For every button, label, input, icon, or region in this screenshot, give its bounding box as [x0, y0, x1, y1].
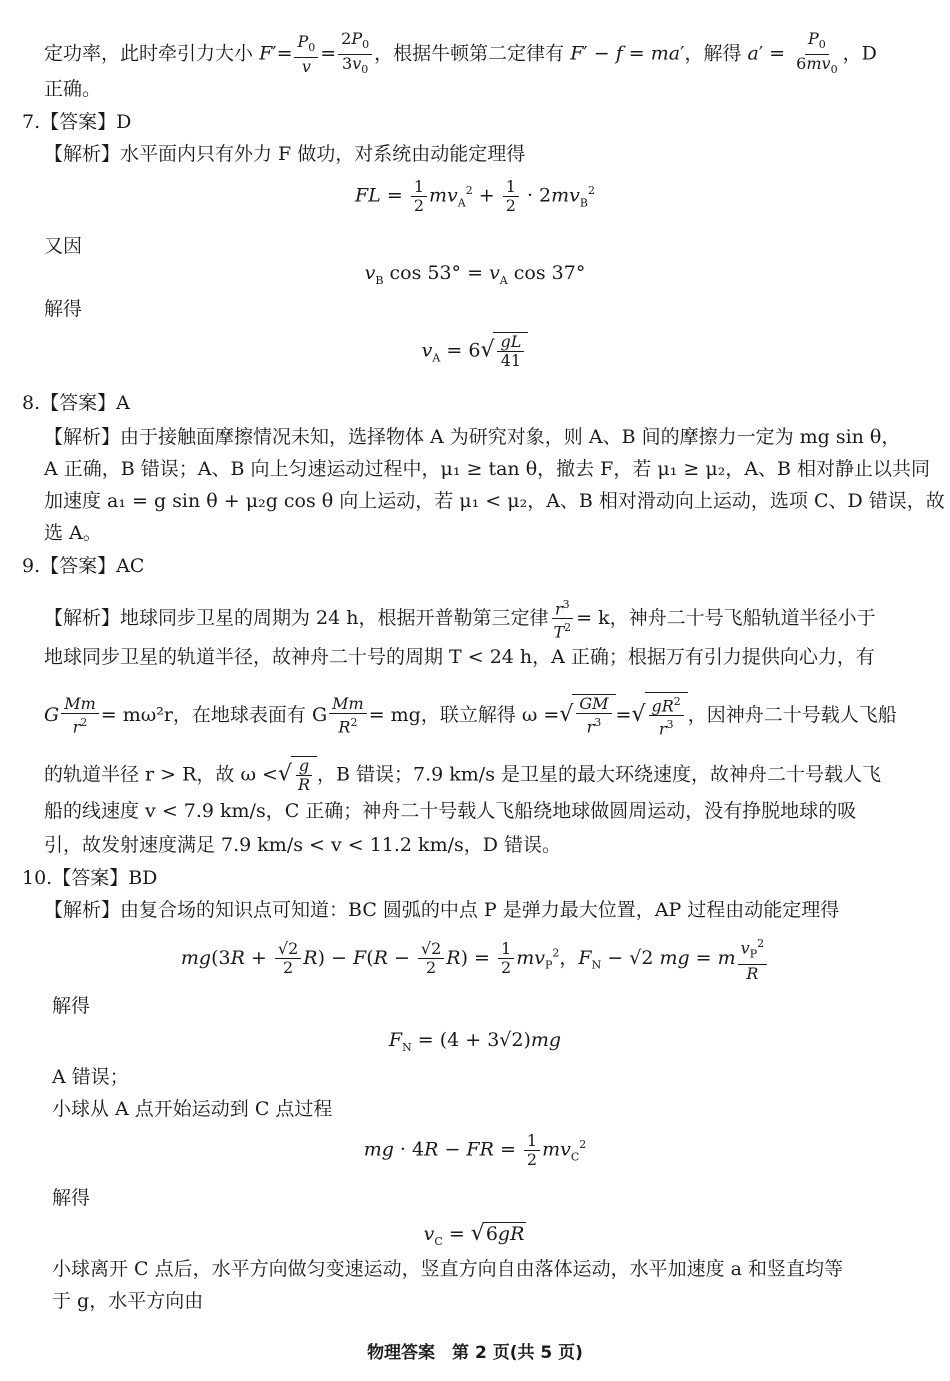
text-segment: ，因神舟二十号载人飞船: [687, 703, 897, 726]
formula-fraction: $\frac{P_0}{v}$: [294, 33, 318, 76]
text-line: 又因: [44, 235, 83, 257]
equation: $v_A = 6√$ $\frac{gL}{41}$: [0, 332, 950, 370]
equation: $F_N = (4 + 3√2)mg$: [388, 1029, 562, 1054]
analysis-line: 船的线速度 v < 7.9 km/s，C 正确；神舟二十号载人飞船绕地球做圆周运动，没有挣脱地球的吸: [44, 800, 857, 822]
equation: FL = $\frac{1}{2}$ $mv_A^2$ + $\frac{1}{2}$ · $2mv_B^2$: [355, 177, 595, 215]
text-segment: ，解得: [684, 42, 742, 65]
equation: $v_B$ $\cos 53^\circ = v_A$ cos 37°: [364, 262, 586, 287]
page-footer: 物理答案 第 2 页(共 5 页): [367, 1343, 583, 1363]
equation: mg · 4R − FR = $\frac{1}{2}$ $mv_C^2$: [363, 1131, 587, 1169]
equation: mg(3R + $\frac{√2}{2}$ R) − F(R − $\frac{√2}{2}$ R) = $\frac{1}{2}$ $mv_P^2$，$F_N - √2$ mg = m $\frac{v_P^2}{R}$: [0, 935, 950, 983]
text-segment: 【解析】地球同步卫星的周期为 24 h，根据开普勒第三定律: [44, 606, 549, 629]
text-segment: ，D: [842, 42, 877, 65]
analysis-line: 选 A。: [44, 522, 102, 544]
formula-fraction: $\frac{P_0}{6mv_0}$: [796, 29, 838, 77]
analysis-line: 地球同步卫星的轨道半径，故神舟二十号的周期 T < 24 h，A 正确；根据万有引力提供向心力，有: [44, 646, 875, 668]
text-line: 解得: [52, 995, 91, 1017]
text-segment: ，根据牛顿第二定律有: [374, 42, 565, 65]
text-line: 解得: [44, 298, 83, 320]
text-line: 小球从 A 点开始运动到 C 点过程: [52, 1098, 333, 1120]
analysis-line: 的轨道半径 r > R，故 ω <√ $\frac{g}{R}$ ，B 错误；7.9 km/s 是卫星的最大环绕速度，故神舟二十号载人飞: [44, 756, 881, 794]
answer-heading-8: 8.【答案】A: [22, 392, 130, 414]
text-line: A 错误；: [52, 1066, 129, 1088]
text-segment: 定功率，此时牵引力大小: [44, 42, 254, 65]
analysis-line: A 正确，B 错误；A、B 向上匀速运动过程中，μ₁ ≥ tan θ，撤去 F，若 μ₁ ≥ μ₂，A、B 相对静止以共同: [44, 458, 931, 480]
formula-fraction: $\frac{2P_0}{3v_0}$: [338, 30, 372, 79]
analysis-line: 加速度 a₁ = g sin θ + μ₂g cos θ 向上运动，若 μ₁ < μ₂，A、B 相对滑动向上运动，选项 C、D 错误，故: [44, 490, 945, 512]
analysis-line: 【解析】由于接触面摩擦情况未知，选择物体 A 为研究对象，则 A、B 间的摩擦力一定为 mg sin θ，: [44, 426, 901, 448]
text-line: 定功率，此时牵引力大小 F′= $\frac{P_0}{v}$ = $\frac{2P_0}{3v_0}$ ，根据牛顿第二定律有 F′ − f = ma′，解得 a′ = $\frac{P_0}{6mv_0}$ ，D: [44, 30, 910, 79]
text-line: 正确。: [44, 78, 102, 100]
text-line: 解得: [52, 1187, 91, 1209]
analysis-line: G $\frac{Mm}{r^2}$ = mω²r，在地球表面有 G $\frac{Mm}{R^2}$ = mg，联立解得 ω =√ $\frac{GM}{r^3}$ =√ $\frac{gR^2}{r^3}$ ，因神舟二十号载人飞船: [44, 692, 910, 739]
analysis-line: 引，故发射速度满足 7.9 km/s < v < 11.2 km/s，D 错误。: [44, 834, 562, 856]
text-segment: ，B 错误；7.9 km/s 是卫星的最大环绕速度，故神舟二十号载人飞: [317, 763, 881, 786]
answer-heading-9: 9.【答案】AC: [22, 555, 145, 577]
text-segment: = mg，联立解得 ω =: [368, 703, 560, 726]
equation: $v_C = √6gR$: [423, 1221, 525, 1248]
analysis-line: 【解析】由复合场的知识点可知道：BC 圆弧的中点 P 是弹力最大位置，AP 过程由动能定理得: [44, 899, 840, 921]
analysis-line: 【解析】地球同步卫星的周期为 24 h，根据开普勒第三定律 $\frac{r^3}{T^2}$ = k，神舟二十号飞船轨道半径小于: [44, 598, 876, 642]
analysis-line: 【解析】水平面内只有外力 F 做功，对系统由动能定理得: [44, 143, 526, 165]
text-line: 小球离开 C 点后，水平方向做匀变速运动，竖直方向自由落体运动，水平加速度 a 和竖直均等: [52, 1258, 844, 1280]
text-line: 于 g，水平方向由: [52, 1290, 204, 1312]
text-segment: = mω²r，在地球表面有 G: [100, 703, 328, 726]
text-segment: 的轨道半径 r > R，故 ω <: [44, 763, 278, 786]
text-segment: = k，神舟二十号飞船轨道半径小于: [576, 606, 876, 629]
answer-heading-7: 7.【答案】D: [22, 111, 132, 133]
answer-heading-10: 10.【答案】BD: [22, 867, 158, 889]
